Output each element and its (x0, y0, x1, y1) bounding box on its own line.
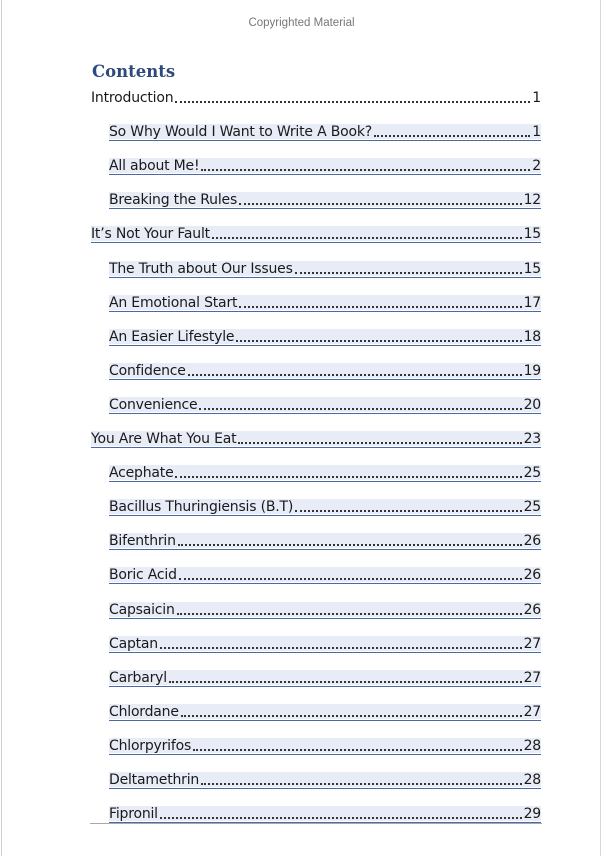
page-edge-left (1, 0, 2, 856)
toc-dot-leader (236, 334, 521, 342)
toc-entry-page-number: 17 (523, 294, 541, 311)
toc-entry[interactable] (109, 497, 541, 517)
toc-dot-leader (178, 538, 522, 546)
toc-entry-title: Breaking the Rules (109, 192, 238, 209)
toc-entry (91, 88, 541, 108)
toc-entry-page-number: 29 (523, 806, 541, 823)
toc-heading: Contents (92, 62, 176, 81)
toc-entry-page-number: 28 (523, 772, 541, 788)
toc-entry[interactable] (109, 770, 541, 790)
toc-entry[interactable] (109, 531, 541, 551)
toc-entry-page-number: 25 (523, 499, 541, 516)
toc-dot-leader (181, 709, 522, 717)
toc-entry[interactable] (109, 634, 541, 654)
toc-dot-leader (201, 777, 521, 785)
toc-dot-leader (239, 197, 522, 205)
toc-entry[interactable] (109, 702, 541, 722)
toc-dot-leader (212, 231, 522, 239)
toc-dot-leader (374, 129, 530, 137)
toc-entry[interactable] (109, 395, 541, 415)
page-header: Copyrighted Material (248, 17, 355, 29)
toc-entry[interactable] (109, 361, 541, 381)
toc-entry-title: Captan (109, 635, 158, 652)
toc-dot-leader (160, 811, 522, 819)
toc-entry-page-number: 28 (523, 737, 541, 754)
toc-dot-leader (175, 95, 530, 103)
toc-entry[interactable] (109, 600, 541, 620)
toc-entry-title: So Why Would I Want to Write A Book? (109, 124, 372, 141)
toc-entry-title: It’s Not Your Fault (91, 226, 210, 243)
toc-entry[interactable] (109, 804, 541, 824)
toc-dot-leader (193, 743, 522, 751)
toc-entry[interactable] (109, 327, 541, 347)
toc-entry-page-number: 15 (523, 226, 541, 243)
toc-entry-page-number: 2 (532, 158, 541, 175)
toc-entry-page-number: 26 (523, 601, 541, 618)
toc-dot-leader (199, 402, 521, 410)
toc-entry-page-number: 1 (532, 124, 541, 141)
toc-entry-title: Bifenthrin (109, 533, 176, 550)
toc-dot-leader (177, 607, 522, 615)
toc-entry-page-number: 19 (523, 362, 541, 379)
toc-entry-page-number: 23 (523, 431, 541, 447)
toc-entry[interactable] (109, 736, 541, 756)
toc-dot-leader (238, 436, 521, 444)
toc-dot-leader (239, 300, 521, 308)
toc-dot-leader (188, 368, 522, 376)
toc-entry-title: Chlorpyrifos (109, 737, 192, 754)
toc-dot-leader (295, 504, 521, 512)
toc-entry[interactable] (91, 224, 541, 244)
toc-dot-leader (169, 675, 522, 683)
footer-divider (90, 823, 542, 824)
toc-entry-title: Chlordane (109, 703, 179, 720)
toc-entry-title: Acephate (109, 465, 174, 482)
page-edge-right (600, 0, 601, 856)
toc-dot-leader (201, 163, 530, 171)
toc-entry-page-number: 20 (523, 396, 541, 413)
toc-entry-page-number: 12 (523, 192, 541, 209)
toc-entry-title: An Easier Lifestyle (109, 328, 235, 345)
toc-entry-title: Fipronil (109, 806, 158, 823)
toc-entry-title: Deltamethrin (109, 772, 200, 788)
toc-entry[interactable] (109, 293, 541, 313)
toc-entry-page-number: 27 (523, 669, 541, 686)
toc-dot-leader (160, 641, 522, 649)
toc-entry-page-number: 18 (523, 328, 541, 345)
toc-entry[interactable] (109, 565, 541, 585)
toc-entry-title: You Are What You Eat (91, 431, 237, 447)
toc-entry-title: Carbaryl (109, 669, 167, 686)
toc-dot-leader (179, 572, 522, 580)
toc-entry-title: All about Me! (109, 158, 200, 175)
toc-entry-title: Confidence (109, 362, 186, 379)
toc-entry-page-number: 26 (523, 533, 541, 550)
toc-entry-title: The Truth about Our Issues (109, 260, 293, 277)
toc-entry[interactable] (109, 668, 541, 688)
toc-entry-title: Boric Acid (109, 567, 177, 584)
toc-entry-page-number: 27 (523, 635, 541, 652)
toc-entry-title: An Emotional Start (109, 294, 238, 311)
toc-entry-title: Convenience (109, 396, 198, 413)
toc-dot-leader (175, 470, 521, 478)
toc-entry-title: Bacillus Thuringiensis (B.T) (109, 499, 294, 516)
toc-entry[interactable] (109, 190, 541, 210)
toc-entry-title: Introduction (91, 90, 174, 106)
toc-entry[interactable] (91, 429, 541, 449)
toc-entry-page-number: 27 (523, 703, 541, 720)
toc-dot-leader (295, 266, 522, 274)
toc-entry[interactable] (109, 463, 541, 483)
toc-entry-page-number: 26 (523, 567, 541, 584)
toc-entry[interactable] (109, 156, 541, 176)
toc-entry[interactable] (109, 122, 541, 142)
toc-entry-page-number: 15 (523, 260, 541, 277)
toc-entry-page-number: 25 (523, 465, 541, 482)
toc-entry-page-number: 1 (532, 90, 541, 106)
toc-entry[interactable] (109, 259, 541, 279)
toc-entry-title: Capsaicin (109, 601, 175, 618)
